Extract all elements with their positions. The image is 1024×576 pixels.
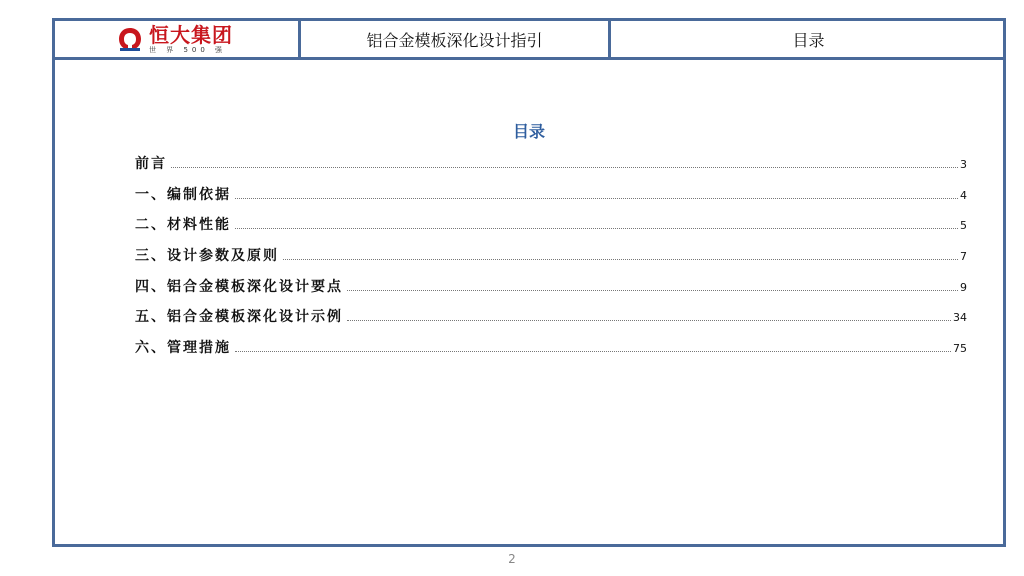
toc-item-label: 四、铝合金模板深化设计要点	[135, 278, 343, 295]
page-number: 2	[508, 552, 516, 566]
toc-item[interactable]	[135, 184, 967, 215]
toc-item[interactable]	[135, 214, 967, 245]
toc-leader-dots	[171, 166, 958, 168]
toc-item-page: 34	[953, 311, 967, 325]
toc-item-page: 75	[953, 342, 967, 356]
toc-item-label: 前言	[135, 156, 167, 172]
toc-item-page: 3	[960, 158, 967, 171]
header-logo-cell	[55, 21, 295, 57]
logo-subtitle: 世 界 500 强	[149, 45, 227, 54]
toc-leader-dots	[235, 350, 951, 352]
toc-item-label: 五、铝合金模板深化设计示例	[135, 309, 343, 326]
toc-leader-dots	[283, 258, 958, 260]
toc-item-label: 二、材料性能	[135, 217, 231, 234]
toc-item[interactable]	[135, 245, 967, 276]
logo-name: 恒大集团	[149, 22, 233, 47]
evergrande-logo-icon	[117, 26, 143, 52]
toc-leader-dots	[235, 197, 958, 199]
slide-frame	[52, 18, 1006, 547]
toc-item-label: 三、设计参数及原则	[135, 248, 279, 265]
header-bar	[55, 21, 1003, 60]
company-logo	[117, 22, 233, 54]
toc-item-page: 4	[960, 188, 967, 202]
toc-item-label: 一、编制依据	[135, 186, 231, 203]
toc-title: 目录	[512, 122, 545, 141]
toc-leader-dots	[347, 289, 958, 291]
toc-item-page: 9	[960, 280, 967, 294]
toc-item-page: 5	[960, 219, 967, 233]
toc-item-page: 7	[960, 250, 967, 264]
toc-item[interactable]	[135, 306, 967, 337]
toc-leader-dots	[235, 227, 958, 229]
header-section-title: 目录	[608, 21, 1006, 57]
toc-item[interactable]	[135, 153, 967, 184]
toc-item[interactable]	[135, 337, 967, 368]
toc-leader-dots	[347, 319, 951, 321]
header-doc-title: 铝合金模板深化设计指引	[298, 21, 608, 57]
toc-item-label: 六、管理措施	[135, 340, 231, 357]
toc-item[interactable]	[135, 276, 967, 307]
toc-list	[135, 153, 967, 368]
